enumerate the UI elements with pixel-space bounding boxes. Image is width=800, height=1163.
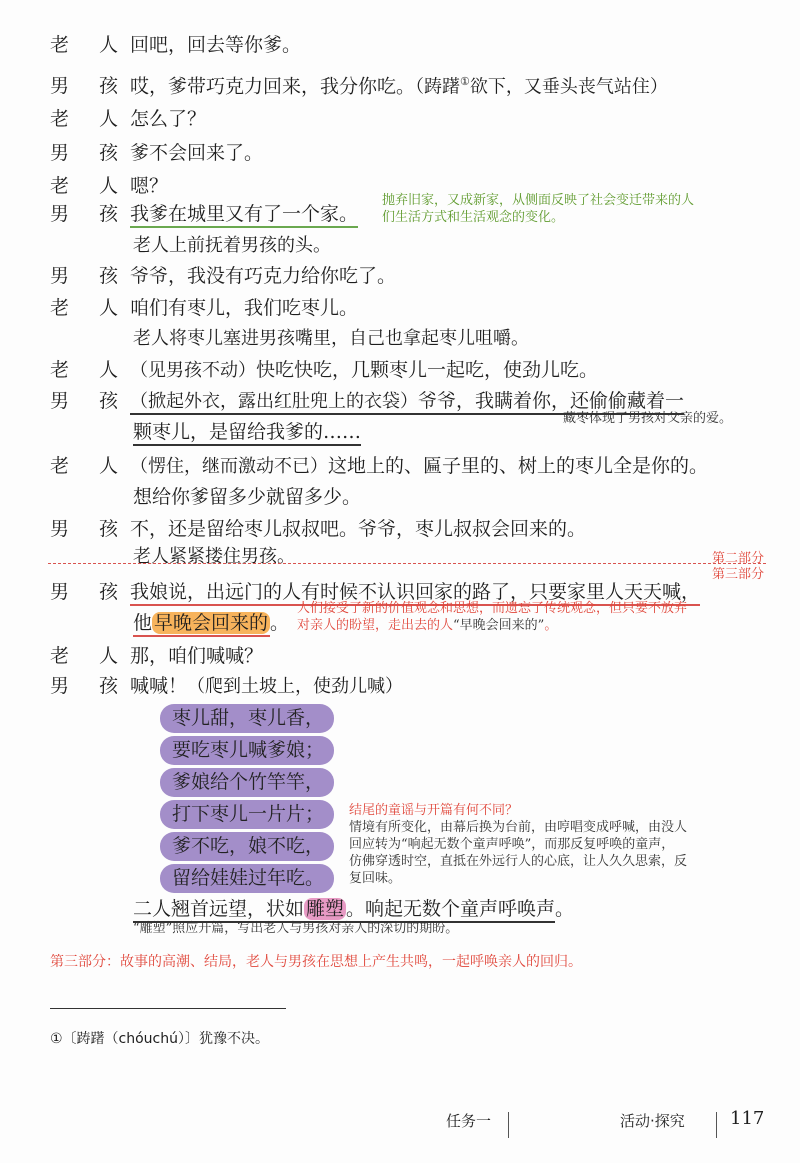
section-divider — [48, 563, 766, 564]
dialogue-text: 那，咱们喊喊？ — [130, 645, 264, 667]
annotation-song — [349, 802, 687, 887]
dialogue-line — [50, 357, 598, 384]
dialogue-line — [50, 263, 396, 289]
speaker: 男 孩 — [50, 675, 131, 697]
stage-direction: （爬到土坡上，使劲儿喊） — [187, 676, 404, 697]
dialogue-text: 嗯？ — [130, 175, 169, 197]
dialogue-text-underlined: 我娘说，出远门的人有时候不认识回家的路了，只要家里人天天喊， — [130, 581, 700, 606]
stage-direction: 欲下，又垂头丧气站住） — [469, 76, 668, 98]
song-line: 打下枣儿一片片； — [160, 800, 334, 829]
label-part3: 第三部分 — [712, 567, 765, 582]
footnote: ①〔踌躇（chóuchú）〕犹豫不决。 — [50, 1031, 270, 1047]
text: 。 — [544, 618, 558, 633]
annotation-line: 仿佛穿透时空，直抵在外远行人的心底，让人久久思索，反 — [349, 854, 688, 869]
annotation-line: 情境有所变化，由幕后换为台前，由哼唱变成呼喊，由没人 — [349, 820, 688, 835]
dialogue-text: 回吧，回去等你爹。 — [130, 34, 302, 56]
stage-direction: 老人将枣儿塞进男孩嘴里，自己也拿起枣儿咀嚼。 — [133, 328, 529, 349]
annotation-sculpture: “雕塑”照应开篇，写出老人与男孩对亲人的深切的期盼。 — [133, 921, 459, 936]
stage-direction: （见男孩不动） — [130, 360, 256, 381]
speaker: 老 人 — [50, 297, 131, 319]
dialogue-line — [50, 201, 358, 227]
page-number: 117 — [730, 1108, 765, 1129]
footer-section: 活动·探究 — [620, 1112, 685, 1130]
dialogue-line — [50, 295, 358, 321]
dialogue-text: 爹不会回来了。 — [130, 142, 264, 164]
annotation-return — [297, 600, 687, 634]
dialogue-line — [50, 453, 708, 480]
highlight-sculpture: 雕塑 — [306, 898, 345, 920]
song-line: 要吃枣儿喊爹娘； — [160, 736, 334, 765]
speaker: 男 孩 — [50, 518, 131, 540]
dialogue-text: 喊喊！ — [130, 675, 188, 697]
speaker: 男 孩 — [50, 265, 131, 287]
dialogue-continuation — [133, 419, 361, 445]
annotation-line — [297, 617, 687, 634]
dialogue-text-underlined: 颗枣儿，是留给我爹的…… — [133, 421, 361, 446]
dialogue-continuation: 想给你爹留多少就留多少。 — [133, 486, 362, 508]
annotation-line: 人们接受了新的价值观念和思想，而遗忘了传统观念，但只要不放弃 — [297, 601, 688, 616]
dialogue-text: 爷爷，我没有巧克力给你吃了。 — [130, 265, 397, 287]
annotation-hidden-date: 藏枣体现了男孩对父亲的爱。 — [563, 411, 733, 426]
dialogue-line — [50, 69, 668, 100]
dialogue-text: 哎，爹带巧克力回来，我分你吃。 — [130, 75, 416, 98]
stage-direction: （掀起外衣，露出红肚兜上的衣袋） — [130, 391, 418, 412]
dialogue-text: 爷爷，我瞒着你，还偷偷藏着一 — [418, 390, 685, 412]
song-line: 留给娃娃过年吃。 — [160, 864, 334, 893]
footer-separator — [716, 1112, 717, 1138]
text: 。 — [555, 898, 575, 920]
dialogue-line — [50, 140, 263, 166]
label-part2: 第二部分 — [712, 551, 765, 566]
stage-direction: （愣住，继而激动不已） — [130, 456, 328, 477]
stage-direction: 老人上前抚着男孩的头。 — [133, 235, 331, 256]
dialogue-text-underlined: 我爹在城里又有了一个家。 — [130, 203, 358, 228]
song-line: 爹不吃，娘不吃， — [160, 832, 334, 861]
text: 二人翘首远望，状如 — [133, 898, 305, 920]
song-line: 爹娘给个竹竿竿， — [160, 768, 334, 797]
dialogue-text: 怎么了？ — [130, 108, 207, 130]
dialogue-text: 咱们有枣儿，我们吃枣儿。 — [130, 297, 359, 319]
stage-direction: （踌躇 — [415, 76, 461, 98]
dialogue-line — [50, 106, 206, 132]
highlight-return: 早晚会回来的 — [154, 612, 269, 634]
text: 他 — [133, 612, 153, 634]
annotation-line: 抛弃旧家，又成新家，从侧面反映了社会变迁带来的人 — [382, 193, 695, 208]
annotation-new-family — [382, 192, 694, 226]
dialogue-line — [50, 673, 403, 700]
speaker: 老 人 — [50, 108, 131, 130]
dialogue-continuation — [133, 610, 289, 636]
footer-task: 任务一 — [446, 1112, 492, 1130]
speaker: 老 人 — [50, 359, 131, 381]
annotation-line: 们生活方式和生活观念的变化。 — [382, 210, 565, 225]
dialogue-line — [50, 173, 168, 199]
song-line: 枣儿甜，枣儿香， — [160, 704, 334, 733]
footnote-mark[interactable]: ① — [460, 75, 470, 88]
speaker: 男 孩 — [50, 581, 131, 603]
dialogue-text: 不，还是留给枣儿叔叔吧。爷爷，枣儿叔叔会回来的。 — [130, 518, 587, 540]
speaker: 老 人 — [50, 34, 131, 56]
speaker: 老 人 — [50, 175, 131, 197]
speaker: 男 孩 — [50, 390, 131, 412]
annotation-question: 结尾的童谣与开篇有何不同？ — [349, 803, 519, 818]
dialogue-line — [50, 643, 263, 669]
speaker: 老 人 — [50, 455, 131, 477]
text: 。 — [270, 612, 290, 634]
speaker: 老 人 — [50, 645, 131, 667]
ending-line — [133, 896, 574, 922]
text: 。响起无数个童声呼唤声 — [346, 898, 556, 920]
footnote-rule — [50, 1008, 286, 1009]
stage-direction: 老人紧紧搂住男孩。 — [133, 546, 295, 567]
dialogue-text: 快吃快吃，几颗枣儿一起吃，使劲儿吃。 — [256, 359, 599, 381]
dialogue-line — [50, 32, 301, 58]
dialogue-text: 这地上的、匾子里的、树上的枣儿全是你的。 — [328, 455, 709, 477]
text: 对亲人的盼望，走出去的人 — [297, 618, 454, 633]
speaker: 男 孩 — [50, 142, 131, 164]
quote: “早晚会回来的” — [453, 618, 545, 633]
speaker: 男 孩 — [50, 203, 131, 225]
footer-separator — [508, 1112, 509, 1138]
annotation-line: 复回味。 — [349, 871, 402, 886]
dialogue-line — [50, 516, 586, 542]
part3-summary: 第三部分：故事的高潮、结局，老人与男孩在思想上产生共鸣，一起呼唤亲人的回归。 — [50, 954, 582, 970]
speaker: 男 孩 — [50, 75, 131, 98]
annotation-line: 回应转为“响起无数个童声呼唤”，而那反复呼唤的童声， — [349, 837, 675, 852]
